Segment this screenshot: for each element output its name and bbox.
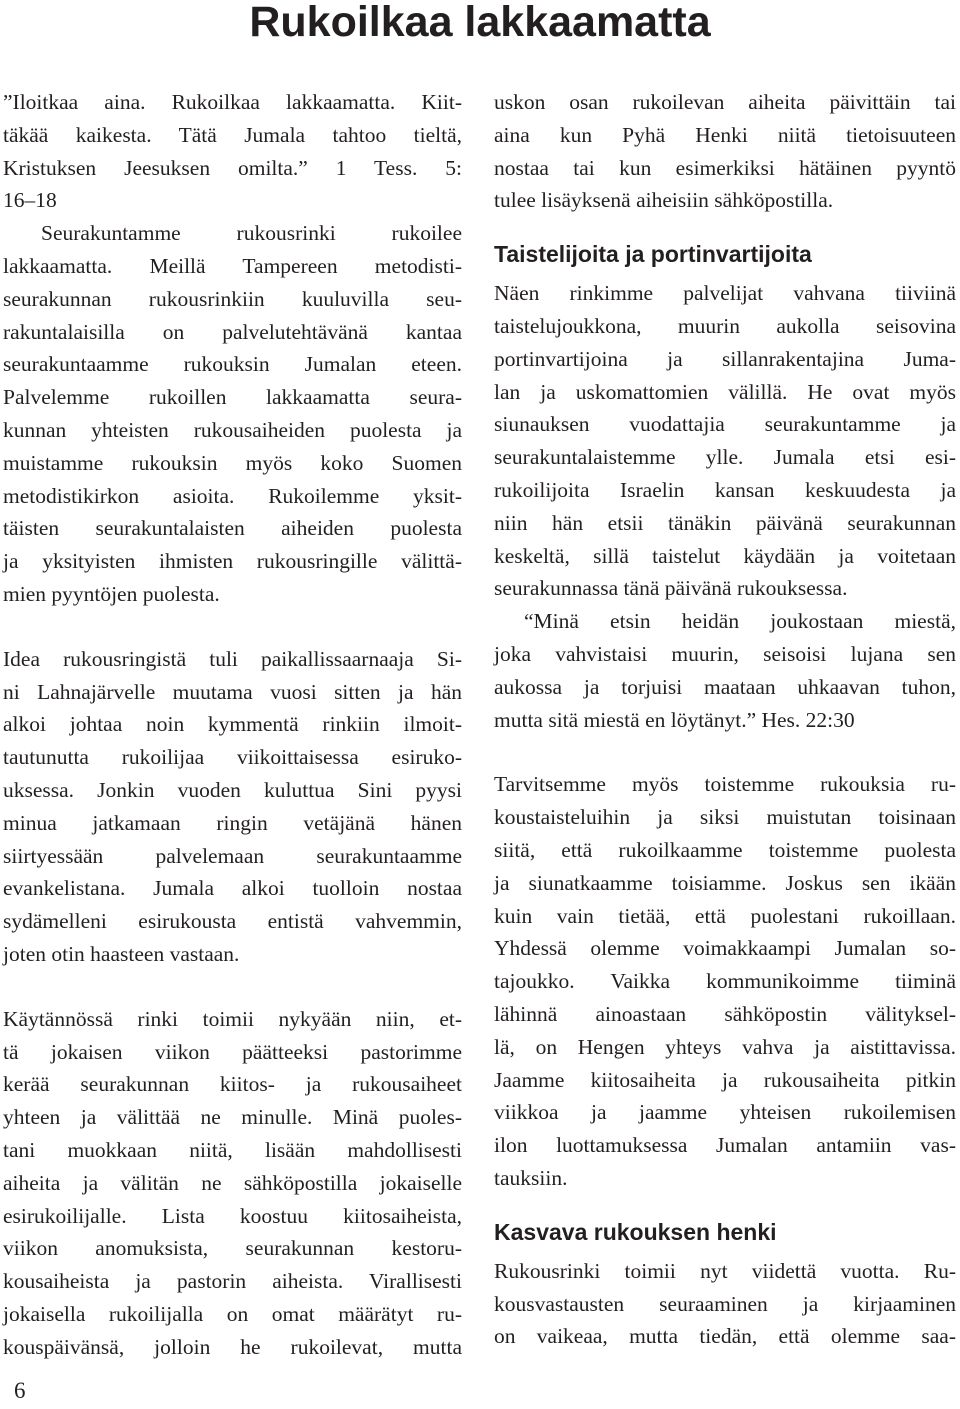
mutual-prayer-paragraph — [494, 768, 956, 1194]
bible-quote-paragraph — [3, 86, 462, 217]
text-line: tauksiin. — [494, 1165, 568, 1190]
text-line: lähinnä ainoastaan sähköpostin välityksel- — [494, 1001, 956, 1026]
text-line: siunauksen vuodattajia seurakuntamme ja — [494, 412, 956, 437]
right-column — [494, 86, 956, 1353]
text-line: niin hän etsii tänäkin päivänä seurakunnan — [494, 510, 956, 535]
text-line: aina kun Pyhä Henki niitä tietoisuuteen — [494, 122, 956, 147]
section-heading: Kasvava rukouksen henki — [494, 1218, 777, 1245]
left-column — [3, 86, 462, 1363]
text-line: ni Lahnajärvelle muutama vuosi sitten ja hän — [3, 679, 462, 704]
text-line: on vaikeaa, mutta tiedän, että olemme saa- — [494, 1324, 956, 1349]
text-line: rakuntalaisilla on palvelutehtävänä kantaa — [3, 319, 462, 344]
text-line: tautunutta rukoilijaa viikoittaisessa esiruko- — [3, 745, 462, 770]
text-line: Kristuksen Jeesuksen omilta.” 1 Tess. 5: — [3, 155, 462, 180]
scripture-quote-paragraph — [494, 605, 956, 736]
text-line: Idea rukousringistä tuli paikallissaarnaaja Si- — [3, 646, 462, 671]
text-line: Näen rinkimme palvelijat vahvana tiiviinä — [494, 281, 956, 306]
text-line: rukoilijoita Israelin kansan keskuudesta ja — [494, 477, 956, 502]
text-line: Rukousrinki toimii nyt viidettä vuotta. Ru- — [494, 1258, 956, 1283]
growing-spirit-paragraph — [494, 1255, 956, 1353]
text-line: muistamme rukouksin myös koko Suomen — [3, 450, 462, 475]
text-line: Käytännössä rinki toimii nykyään niin, et- — [3, 1006, 462, 1031]
text-line: kerää seurakunnan kiitos- ja rukousaiheet — [3, 1072, 462, 1097]
text-line: Jaamme kiitosaiheita ja rukousaiheita pitkin — [494, 1067, 956, 1092]
text-line: kousaiheista ja pastorin aiheista. Virallisesti — [3, 1269, 462, 1294]
text-line: lakkaamatta. Meillä Tampereen metodisti- — [3, 253, 462, 278]
text-line: joten otin haasteen vastaan. — [3, 941, 240, 966]
text-line: tä jokaisen viikon päätteeksi pastorimme — [3, 1039, 462, 1064]
text-line: keskeltä, sillä taistelut käydään ja voitetaan — [494, 543, 956, 568]
text-line: Yhdessä olemme voimakkaampi Jumalan so- — [494, 936, 956, 961]
text-line: lan ja uskomattomien välillä. He ovat myös — [494, 379, 956, 404]
text-line: tulee lisäyksenä aiheisiin sähköpostilla. — [494, 188, 834, 213]
text-line: seurakunnassa tänä päivänä rukouksessa. — [494, 576, 848, 601]
text-line: mutta sitä miestä en löytänyt.” Hes. 22:30 — [494, 707, 855, 732]
text-line: aiheita ja välitän ne sähköpostilla jokaiselle — [3, 1170, 462, 1195]
text-line: ja siunatkaamme toisiamme. Joskus sen ikään — [494, 870, 956, 895]
text-line: esirukoilijalle. Lista koostuu kiitosaiheista, — [3, 1203, 462, 1228]
text-line: 16–18 — [3, 188, 57, 213]
text-line: täkää kaikesta. Tätä Jumala tahtoo tieltä, — [3, 122, 462, 147]
section-heading: Taistelijoita ja portinvartijoita — [494, 241, 812, 268]
article-title: Rukoilkaa lakkaamatta — [249, 0, 711, 46]
text-line: Tarvitsemme myös toistemme rukouksia ru- — [494, 772, 956, 797]
continuation-paragraph — [494, 86, 956, 217]
history-paragraph — [3, 643, 462, 971]
text-line: alkoi johtaa noin kymmentä rinkiin ilmoit- — [3, 712, 462, 737]
text-line: taistelujoukkona, muurin aukolla seisovina — [494, 313, 956, 338]
text-line: uskon osan rukoilevan aiheita päivittäin tai — [494, 90, 956, 114]
text-line: viikon anomuksista, seurakunnan kestoru- — [3, 1236, 462, 1261]
text-line: kouspäivänsä, jolloin he rukoilevat, mutta — [3, 1334, 462, 1359]
text-line: Seurakuntamme rukousrinki rukoilee — [41, 221, 462, 246]
text-line: koustaisteluihin ja siksi muistutan toisinaan — [494, 805, 956, 830]
text-line: ja yksityisten ihmisten rukousringille välittä- — [3, 549, 462, 574]
text-line: mien pyyntöjen puolesta. — [3, 581, 220, 606]
text-line: siitä, että rukoilkaamme toistemme puolesta — [494, 837, 956, 862]
text-line: kunnan yhteisten rukousaiheiden puolesta ja — [3, 417, 462, 442]
text-line: kuin vain tietää, että puolestani rukoillaan. — [494, 903, 956, 928]
text-line: “Minä etsin heidän joukostaan miestä, — [524, 609, 956, 634]
text-line: viikkoa ja jaamme yhteisen rukoilemisen — [494, 1100, 956, 1125]
text-line: seurakunnan rukousrinkiin kuuluvilla seu- — [3, 286, 462, 311]
text-line: evankelistana. Jumala alkoi tuolloin nostaa — [3, 876, 462, 901]
text-line: siirtyessään palvelemaan seurakuntaamme — [3, 843, 462, 868]
text-line: ”Iloitkaa aina. Rukoilkaa lakkaamatta. Kiit- — [3, 90, 462, 114]
text-line: portinvartijoina ja sillanrakentajina Juma- — [494, 346, 956, 371]
text-line: jokaisella rukoilijalla on omat määrätyt ru- — [3, 1301, 462, 1326]
text-line: kousvastausten seuraaminen ja kirjaaminen — [494, 1291, 956, 1316]
text-line: tajoukko. Vaikka kommunikoimme tiiminä — [494, 969, 956, 994]
text-line: aukossa ja torjuisi maataan uhkaavan tuhon, — [494, 674, 956, 699]
warriors-paragraph — [494, 277, 956, 605]
text-line: Palvelemme rukoillen lakkaamatta seura- — [3, 385, 462, 410]
text-line: tani muokkaan niitä, lisään mahdollisesti — [3, 1137, 462, 1162]
text-line: lä, on Hengen yhteys vahva ja aistittavissa. — [494, 1034, 956, 1059]
text-line: minua jatkamaan ringin vetäjänä hänen — [3, 810, 462, 835]
page-number: 6 — [14, 1378, 26, 1403]
text-line: joka vahvistaisi muurin, seisoisi lujana sen — [494, 641, 956, 666]
text-line: seurakuntaamme rukouksin Jumalan eteen. — [3, 352, 462, 377]
practice-paragraph — [3, 1003, 462, 1364]
text-line: yhteen ja välittää ne minulle. Minä puoles- — [3, 1105, 462, 1130]
text-line: täisten seurakuntalaisten aiheiden puolesta — [3, 516, 462, 541]
text-line: sydämelleni esirukousta entistä vahvemmin, — [3, 909, 462, 934]
text-line: uksessa. Jonkin vuoden kuluttua Sini pyysi — [3, 777, 462, 802]
text-line: ilon luottamuksessa Jumalan antamiin vas- — [494, 1133, 956, 1158]
text-line: metodistikirkon asioita. Rukoilemme yksit- — [3, 483, 462, 508]
intro-paragraph — [3, 217, 462, 611]
text-line: nostaa tai kun esimerkiksi hätäinen pyyntö — [494, 155, 956, 180]
text-line: seurakuntalaistemme ylle. Jumala etsi esi- — [494, 445, 956, 470]
